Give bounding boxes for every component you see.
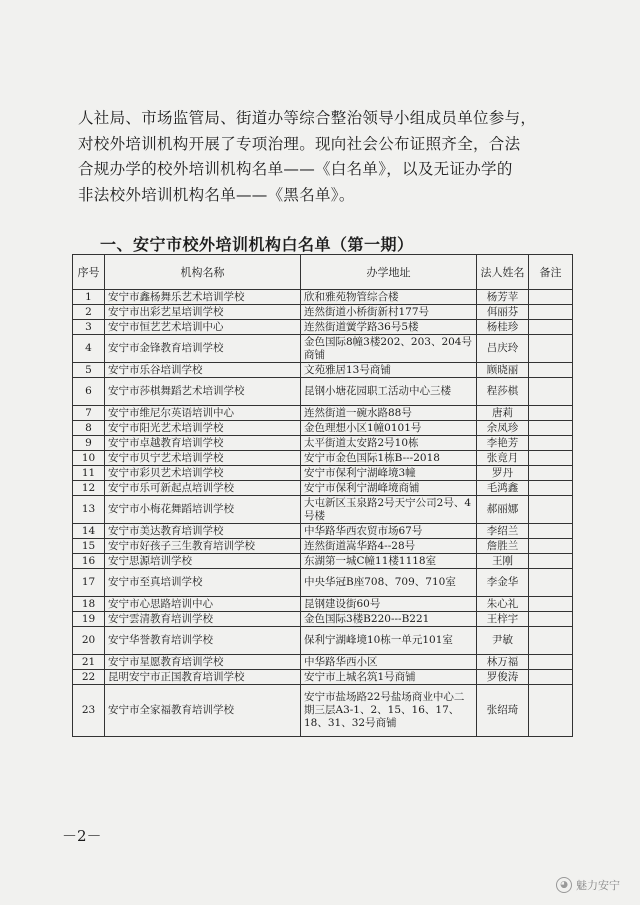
row-number-cell: 18: [73, 597, 105, 612]
wechat-icon: ◕: [556, 877, 572, 893]
legal-rep-cell: 王梓宇: [477, 612, 529, 627]
institution-name-cell: 安宁市彩贝艺术培训学校: [105, 466, 301, 481]
remark-cell: [529, 305, 573, 320]
legal-rep-cell: 罗丹: [477, 466, 529, 481]
row-number-cell: 5: [73, 363, 105, 378]
address-cell: 中央华冠B座708、709、710室: [301, 569, 477, 597]
row-number-cell: 13: [73, 496, 105, 524]
table-row: [73, 378, 573, 406]
remark-cell: [529, 378, 573, 406]
remark-cell: [529, 612, 573, 627]
legal-rep-cell: 毛鸿鑫: [477, 481, 529, 496]
address-cell: 安宁市金色国际1栋B---2018: [301, 451, 477, 466]
row-number-cell: 9: [73, 436, 105, 451]
remark-cell: [529, 466, 573, 481]
table-row: [73, 612, 573, 627]
row-number-cell: 19: [73, 612, 105, 627]
table-row: [73, 670, 573, 685]
institution-name-cell: 安宁市阳光艺术培训学校: [105, 421, 301, 436]
address-cell: 昆钢小塘花园职工活动中心三楼: [301, 378, 477, 406]
remark-cell: [529, 554, 573, 569]
institution-name-cell: 安宁市贝宁艺术培训学校: [105, 451, 301, 466]
table-row: [73, 305, 573, 320]
institution-name-cell: 安宁市卓越教育培训学校: [105, 436, 301, 451]
legal-rep-cell: 林万福: [477, 655, 529, 670]
legal-rep-cell: 詹胜兰: [477, 539, 529, 554]
legal-rep-cell: 罗俊涛: [477, 670, 529, 685]
table-header-row: [73, 255, 573, 290]
page-number: －2－: [62, 827, 102, 845]
institution-name-cell: 安宁华誉教育培训学校: [105, 627, 301, 655]
remark-cell: [529, 421, 573, 436]
address-cell: 金色国际8幢3楼202、203、204号商铺: [301, 335, 477, 363]
remark-cell: [529, 655, 573, 670]
table-row: [73, 436, 573, 451]
legal-rep-cell: 杨桂珍: [477, 320, 529, 335]
institution-name-cell: 安宁市星愿教育培训学校: [105, 655, 301, 670]
address-cell: 连然街道小桥街新村177号: [301, 305, 477, 320]
address-cell: 安宁市上城名筑1号商铺: [301, 670, 477, 685]
table-row: [73, 627, 573, 655]
row-number-cell: 20: [73, 627, 105, 655]
table-row: [73, 554, 573, 569]
table-row: [73, 569, 573, 597]
remark-cell: [529, 539, 573, 554]
address-cell: 连然街道黉学路36号5楼: [301, 320, 477, 335]
table-row: [73, 451, 573, 466]
remark-cell: [529, 670, 573, 685]
table-row: [73, 290, 573, 305]
address-cell: 中华路华西小区: [301, 655, 477, 670]
table-row: [73, 466, 573, 481]
institution-name-cell: 安宁市全家福教育培训学校: [105, 685, 301, 737]
remark-cell: [529, 627, 573, 655]
intro-line: 合规办学的校外培训机构名单——《白名单》，以及无证办学的: [78, 160, 513, 178]
institution-name-cell: 安宁市出彩艺星培训学校: [105, 305, 301, 320]
watermark: [556, 877, 620, 893]
table-row: [73, 655, 573, 670]
address-cell: 安宁市保利宁湖峰境商铺: [301, 481, 477, 496]
row-number-cell: 12: [73, 481, 105, 496]
institution-name-cell: 安宁市恒艺艺术培训中心: [105, 320, 301, 335]
table-row: [73, 524, 573, 539]
legal-rep-cell: 李绍兰: [477, 524, 529, 539]
institution-name-cell: 安宁市金锋教育培训学校: [105, 335, 301, 363]
legal-rep-cell: 顾晓丽: [477, 363, 529, 378]
address-cell: 安宁市保利宁湖峰境3幢: [301, 466, 477, 481]
address-cell: 太平街道太安路2号10栋: [301, 436, 477, 451]
institution-name-cell: 安宁市乐谷培训学校: [105, 363, 301, 378]
table-row: [73, 685, 573, 737]
watermark-text: 魅力安宁: [576, 879, 620, 892]
institution-name-cell: 安宁市乐可新起点培训学校: [105, 481, 301, 496]
remark-cell: [529, 597, 573, 612]
address-cell: 金色国际3楼B220---B221: [301, 612, 477, 627]
remark-cell: [529, 436, 573, 451]
legal-rep-cell: 朱心礼: [477, 597, 529, 612]
address-cell: 保利宁湖峰境10栋一单元101室: [301, 627, 477, 655]
remark-cell: [529, 451, 573, 466]
header-name: 机构名称: [105, 255, 301, 290]
remark-cell: [529, 569, 573, 597]
legal-rep-cell: 佴丽芬: [477, 305, 529, 320]
legal-rep-cell: 尹敏: [477, 627, 529, 655]
header-remark: 备注: [529, 255, 573, 290]
table-row: [73, 320, 573, 335]
table-row: [73, 421, 573, 436]
remark-cell: [529, 335, 573, 363]
institution-name-cell: 安宁市鑫杨舞乐艺术培训学校: [105, 290, 301, 305]
intro-line: 对校外培训机构开展了专项治理。现向社会公布证照齐全，合法: [78, 134, 521, 153]
legal-rep-cell: 张绍琦: [477, 685, 529, 737]
row-number-cell: 8: [73, 421, 105, 436]
table-row: [73, 481, 573, 496]
institution-name-cell: 安宁市美达教育培训学校: [105, 524, 301, 539]
intro-line: 非法校外培训机构名单——《黑名单》。: [78, 185, 355, 204]
address-cell: 安宁市盐场路22号盐场商业中心二期三层A3-1、2、15、16、17、18、31、32号商铺: [301, 685, 477, 737]
legal-rep-cell: 程莎棋: [477, 378, 529, 406]
remark-cell: [529, 320, 573, 335]
table-row: [73, 597, 573, 612]
address-cell: 东湖第一城C幢11楼1118室: [301, 554, 477, 569]
legal-rep-cell: 王刚: [477, 554, 529, 569]
institution-name-cell: 安宁雲清教育培训学校: [105, 612, 301, 627]
header-address: 办学地址: [301, 255, 477, 290]
institution-name-cell: 安宁市至真培训学校: [105, 569, 301, 597]
table-row: [73, 539, 573, 554]
table-row: [73, 406, 573, 421]
intro-line: 人社局、市场监管局、街道办等综合整治领导小组成员单位参与，: [78, 109, 537, 127]
address-cell: 大屯新区玉泉路2号天宁公司2号、4号楼: [301, 496, 477, 524]
row-number-cell: 3: [73, 320, 105, 335]
row-number-cell: 16: [73, 554, 105, 569]
address-cell: 金色理想小区1幢0101号: [301, 421, 477, 436]
row-number-cell: 1: [73, 290, 105, 305]
row-number-cell: 22: [73, 670, 105, 685]
institution-name-cell: 昆明安宁市正国教育培训学校: [105, 670, 301, 685]
table-row: [73, 496, 573, 524]
header-number: 序号: [73, 255, 105, 290]
legal-rep-cell: 郝丽娜: [477, 496, 529, 524]
legal-rep-cell: 杨芳苹: [477, 290, 529, 305]
row-number-cell: 21: [73, 655, 105, 670]
institution-name-cell: 安宁市维尼尔英语培训中心: [105, 406, 301, 421]
legal-rep-cell: 吕庆玲: [477, 335, 529, 363]
row-number-cell: 6: [73, 378, 105, 406]
row-number-cell: 4: [73, 335, 105, 363]
address-cell: 欣和雅苑物管综合楼: [301, 290, 477, 305]
legal-rep-cell: 唐莉: [477, 406, 529, 421]
institution-name-cell: 安宁市好孩子三生教育培训学校: [105, 539, 301, 554]
legal-rep-cell: 张竟月: [477, 451, 529, 466]
remark-cell: [529, 481, 573, 496]
address-cell: 中华路华西农贸市场67号: [301, 524, 477, 539]
row-number-cell: 11: [73, 466, 105, 481]
table-row: [73, 363, 573, 378]
section-title: 一、安宁市校外培训机构白名单（第一期）: [100, 235, 414, 254]
row-number-cell: 17: [73, 569, 105, 597]
header-legal-rep: 法人姓名: [477, 255, 529, 290]
legal-rep-cell: 余凤珍: [477, 421, 529, 436]
legal-rep-cell: 李艳芳: [477, 436, 529, 451]
row-number-cell: 23: [73, 685, 105, 737]
row-number-cell: 10: [73, 451, 105, 466]
table-row: [73, 335, 573, 363]
intro-paragraph: [78, 106, 578, 208]
remark-cell: [529, 524, 573, 539]
table-body: [73, 290, 573, 737]
institution-name-cell: 安宁市莎棋舞蹈艺术培训学校: [105, 378, 301, 406]
row-number-cell: 2: [73, 305, 105, 320]
remark-cell: [529, 496, 573, 524]
remark-cell: [529, 363, 573, 378]
row-number-cell: 14: [73, 524, 105, 539]
remark-cell: [529, 290, 573, 305]
institution-name-cell: 安宁思源培训学校: [105, 554, 301, 569]
whitelist-table: [72, 254, 573, 737]
address-cell: 文苑雅居13号商铺: [301, 363, 477, 378]
remark-cell: [529, 685, 573, 737]
address-cell: 昆钢建设街60号: [301, 597, 477, 612]
address-cell: 连然街道嵩华路4--28号: [301, 539, 477, 554]
row-number-cell: 15: [73, 539, 105, 554]
address-cell: 连然街道一碗水路88号: [301, 406, 477, 421]
row-number-cell: 7: [73, 406, 105, 421]
remark-cell: [529, 406, 573, 421]
legal-rep-cell: 李金华: [477, 569, 529, 597]
institution-name-cell: 安宁市小梅花舞蹈培训学校: [105, 496, 301, 524]
institution-name-cell: 安宁市心思路培训中心: [105, 597, 301, 612]
